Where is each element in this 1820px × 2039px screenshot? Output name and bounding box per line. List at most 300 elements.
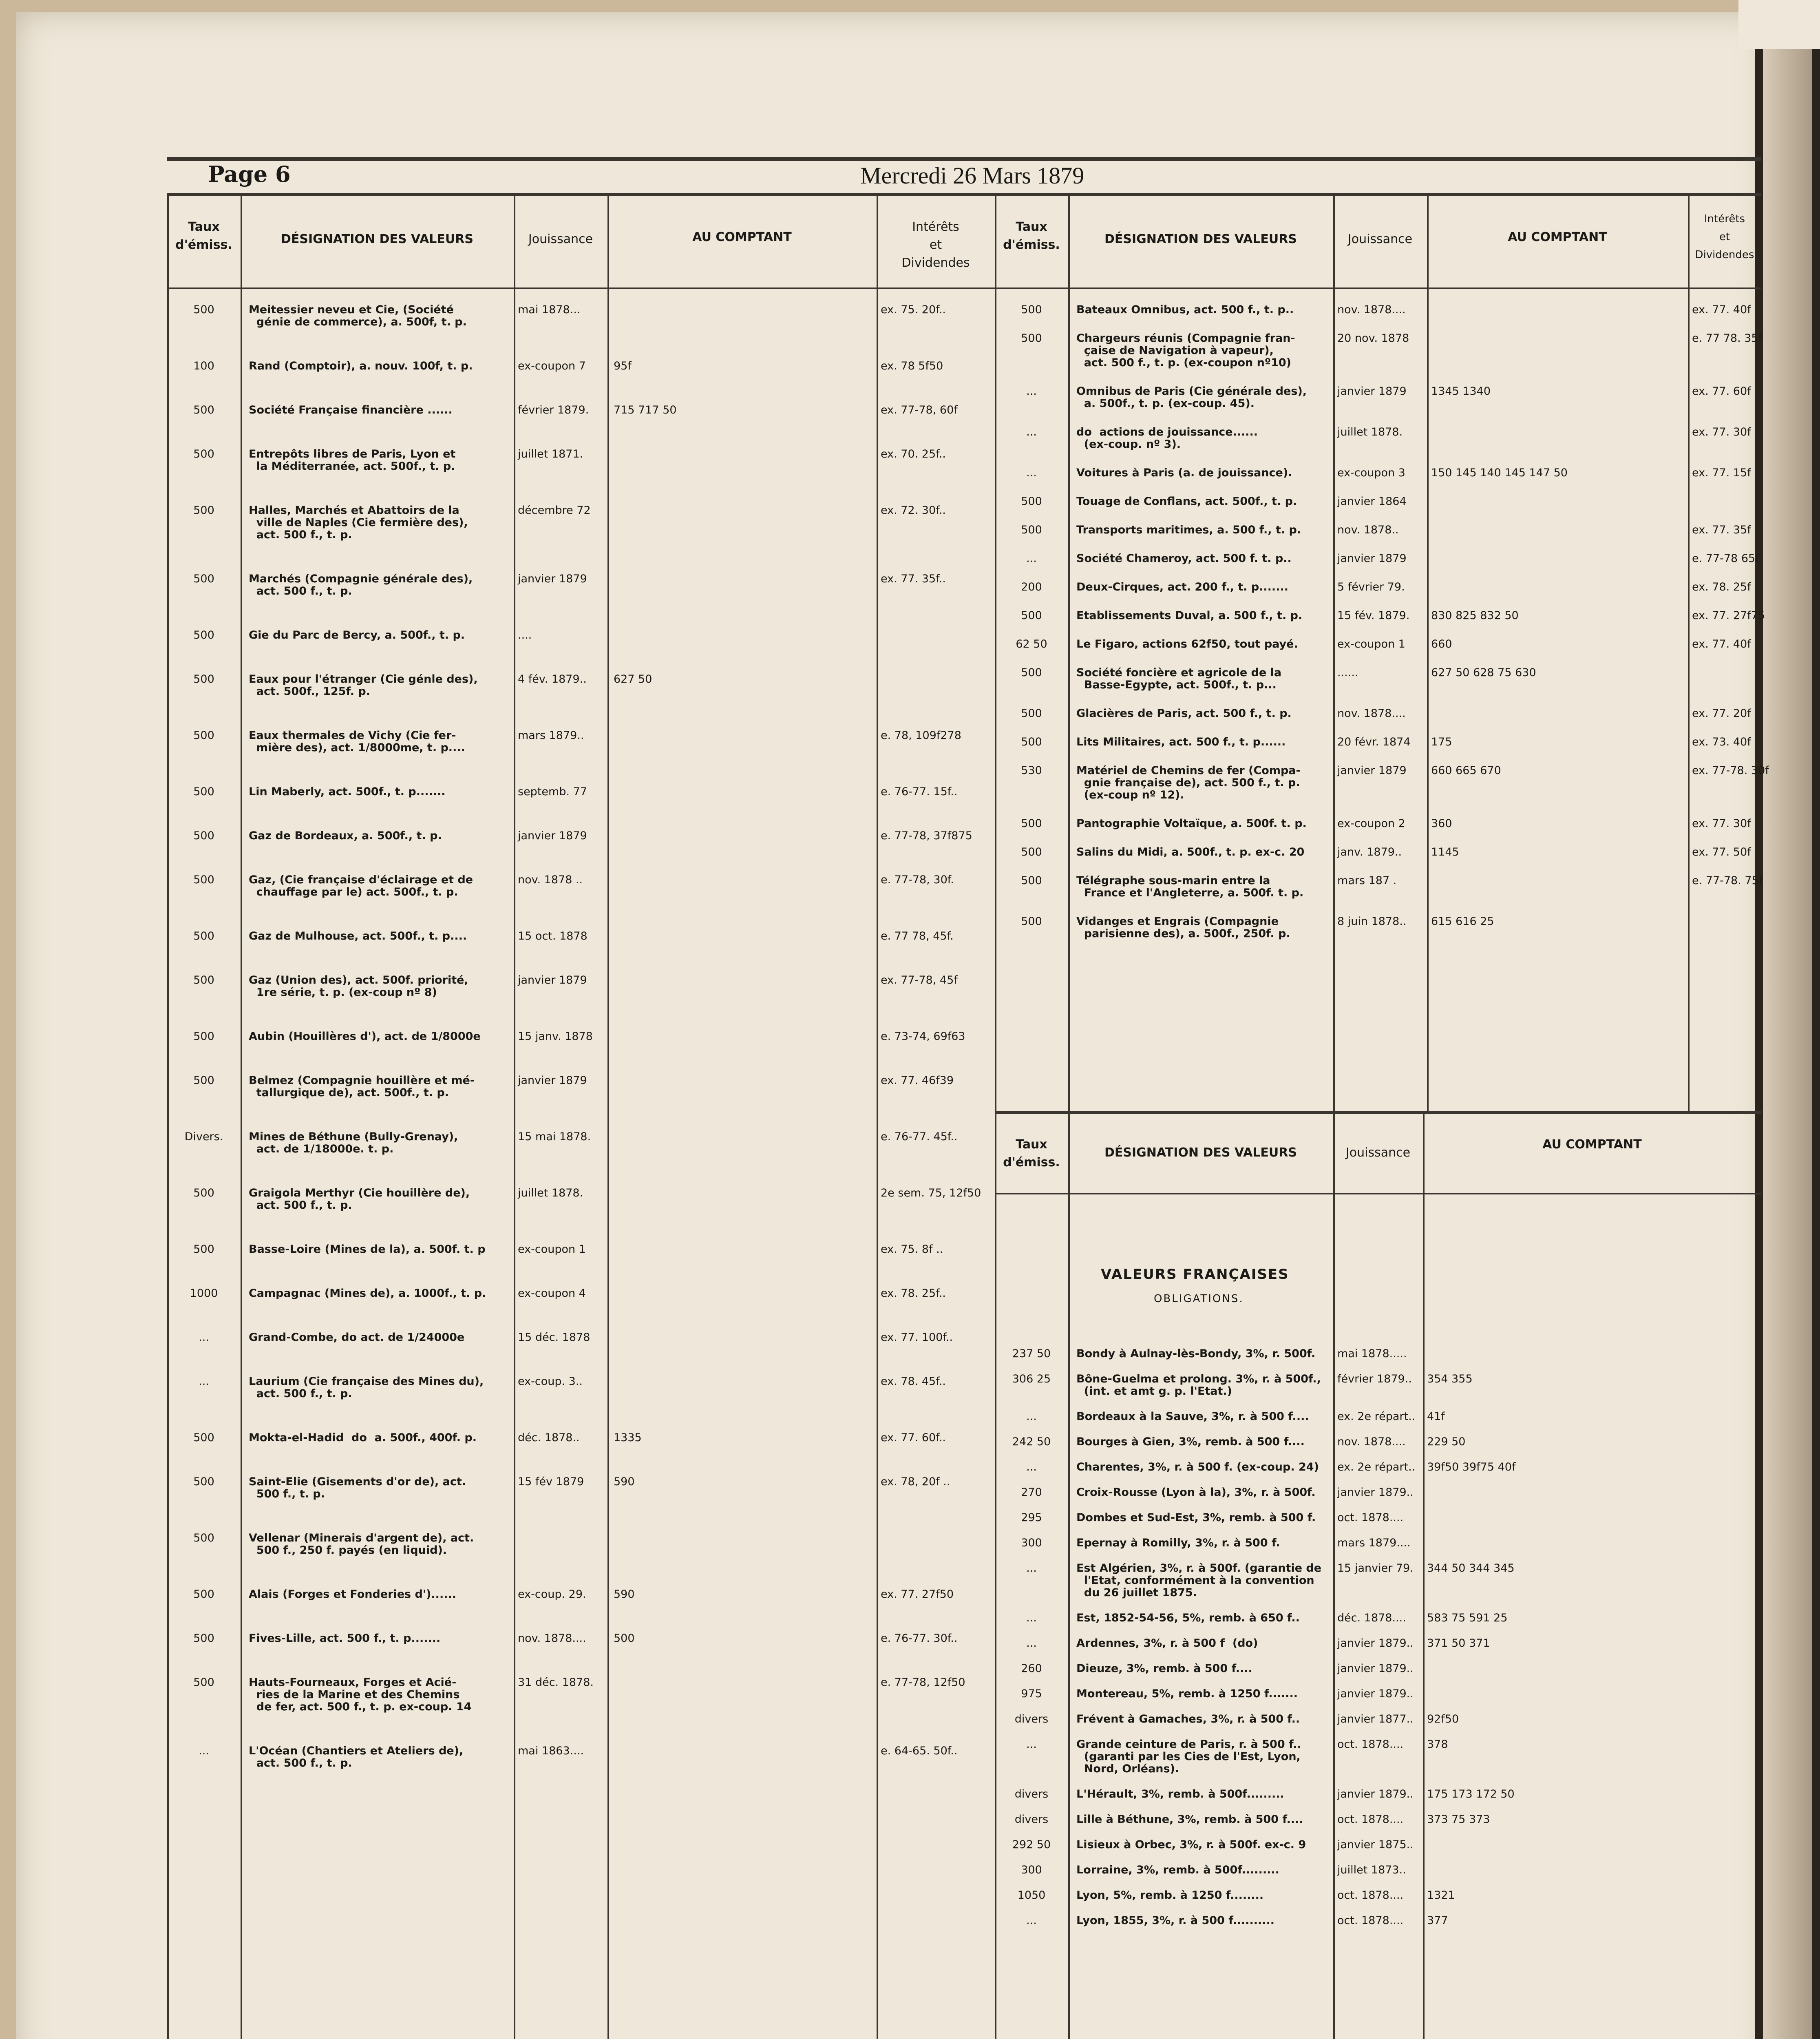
taux-cell: ...	[1026, 1914, 1037, 1927]
jouissance-cell: 20 nov. 1878	[1337, 332, 1409, 345]
price-cell: 354 355	[1427, 1373, 1473, 1385]
designation-cell: Meitessier neveu et Cie, (Société génie de commerce), a. 500f, t. p.	[249, 303, 467, 328]
jouissance-cell: 15 fév 1879	[518, 1475, 584, 1488]
jouissance-cell: février 1879.	[518, 404, 589, 416]
jouissance-cell: mars 1879..	[518, 729, 584, 742]
taux-cell: 500	[193, 1074, 214, 1087]
taux-cell: 300	[1021, 1537, 1042, 1549]
jouissance-cell: janvier 1879	[518, 1074, 587, 1087]
designation-cell: Lille à Béthune, 3%, remb. à 500 f....	[1076, 1813, 1303, 1826]
designation-cell: Omnibus de Paris (Cie générale des), a. 500f., t. p. (ex-coup. 45).	[1076, 385, 1307, 410]
designation-cell: Télégraphe sous-marin entre la France et l'Angleterre, a. 500f. t. p.	[1076, 874, 1304, 899]
jouissance-cell: ex. 2e répart..	[1337, 1410, 1416, 1423]
jouissance-cell: ex-coupon 2	[1337, 817, 1405, 830]
jouissance-cell: janvier 1879..	[1337, 1662, 1414, 1675]
col-jouissance-bottom: Jouissance	[1345, 1146, 1411, 1160]
taux-cell: 500	[193, 930, 214, 942]
jouissance-cell: ex. 2e répart..	[1337, 1461, 1416, 1473]
taux-cell: 500	[193, 829, 214, 842]
taux-cell: Divers.	[184, 1130, 223, 1143]
price-cell: 1145	[1431, 846, 1459, 858]
jouissance-cell: janvier 1879	[1337, 764, 1407, 777]
price-cell: 229 50	[1427, 1435, 1466, 1448]
designation-cell: Ardennes, 3%, r. à 500 f (do)	[1076, 1637, 1258, 1650]
jouissance-cell: janvier 1879	[518, 573, 587, 585]
designation-cell: Laurium (Cie française des Mines du), act. 500 f., t. p.	[249, 1375, 484, 1400]
jouissance-cell: ......	[1337, 666, 1358, 679]
designation-cell: Saint-Elie (Gisements d'or de), act. 500 f., t. p.	[249, 1475, 466, 1500]
dividend-cell: ex. 77. 30f	[1692, 426, 1751, 438]
price-cell: 92f50	[1427, 1713, 1459, 1725]
taux-cell: 500	[193, 1030, 214, 1043]
designation-cell: Est Algérien, 3%, r. à 500f. (garantie de l'Etat, conformément à la convention du 26 juillet 1875.	[1076, 1562, 1322, 1599]
designation-cell: Hauts-Fourneaux, Forges et Acié- ries de la Marine et des Chemins de fer, act. 500 f., t. p. ex-coup. 14	[249, 1676, 472, 1713]
taux-cell: ...	[1026, 1461, 1037, 1473]
designation-cell: Gaz de Mulhouse, act. 500f., t. p....	[249, 930, 467, 942]
jouissance-cell: déc. 1878....	[1337, 1612, 1406, 1624]
dividend-cell: ex. 77. 60f..	[881, 1431, 946, 1444]
taux-cell: 500	[193, 1243, 214, 1256]
taux-cell: 100	[193, 360, 214, 372]
col-taux-right: Taux d'émiss.	[1003, 220, 1060, 252]
designation-cell: Matériel de Chemins de fer (Compa- gnie française de), act. 500 f., t. p. (ex-coup nº 12).	[1076, 764, 1301, 801]
jouissance-cell: ex-coup. 29.	[518, 1588, 586, 1601]
jouissance-cell: mai 1878.....	[1337, 1347, 1407, 1360]
taux-cell: 62 50	[1016, 638, 1047, 650]
col-comptant: AU COMPTANT	[692, 230, 792, 244]
price-cell: 175 173 172 50	[1427, 1788, 1515, 1800]
dividend-cell: e. 77-78, 30f.	[881, 874, 954, 886]
jouissance-cell: mars 187 .	[1337, 874, 1397, 887]
designation-cell: Société Française financière ......	[249, 404, 453, 416]
designation-cell: Grand-Combe, do act. de 1/24000e	[249, 1331, 465, 1344]
taux-cell: 306 25	[1012, 1373, 1051, 1385]
dividend-cell: ex. 77. 35f	[1692, 524, 1751, 536]
price-cell: 830 825 832 50	[1431, 609, 1519, 622]
taux-cell: ...	[1026, 1410, 1037, 1423]
dividend-cell: e. 77-78 65f	[1692, 552, 1759, 565]
jouissance-cell: mars 1879....	[1337, 1537, 1411, 1549]
jouissance-cell: mai 1878...	[518, 303, 581, 316]
dividend-cell: e. 77-78, 37f875	[881, 829, 972, 842]
designation-cell: Dieuze, 3%, remb. à 500 f....	[1076, 1662, 1252, 1675]
taux-cell: 500	[193, 1588, 214, 1601]
dividend-cell: ex. 77. 27f75	[1692, 609, 1765, 622]
designation-cell: Transports maritimes, a. 500 f., t. p.	[1076, 524, 1301, 536]
taux-cell: 500	[1021, 495, 1042, 508]
section-title: VALEURS FRANÇAISES	[1101, 1266, 1289, 1283]
designation-cell: Gaz (Union des), act. 500f. priorité, 1re série, t. p. (ex-coup nº 8)	[249, 974, 468, 999]
price-cell: 1321	[1427, 1889, 1455, 1902]
dividend-cell: ex. 77. 46f39	[881, 1074, 954, 1087]
designation-cell: Eaux thermales de Vichy (Cie fer- mière des), act. 1/8000me, t. p....	[249, 729, 465, 754]
dividend-cell: ex. 77. 50f	[1692, 846, 1751, 858]
price-cell: 344 50 344 345	[1427, 1562, 1515, 1575]
price-cell: 150 145 140 145 147 50	[1431, 467, 1568, 479]
taux-cell: 270	[1021, 1486, 1042, 1499]
designation-cell: Vellenar (Minerais d'argent de), act. 500 f., 250 f. payés (en liquid).	[249, 1532, 474, 1557]
taux-cell: ...	[1026, 1738, 1037, 1751]
section-subtitle: OBLIGATIONS.	[1154, 1293, 1244, 1305]
taux-cell: 500	[1021, 303, 1042, 316]
taux-cell: 500	[193, 1187, 214, 1199]
designation-cell: Belmez (Compagnie houillère et mé- tallurgique de), act. 500f., t. p.	[249, 1074, 475, 1099]
taux-cell: ...	[1026, 385, 1037, 398]
price-cell: 1345 1340	[1431, 385, 1491, 398]
dividend-cell: ex. 70. 25f..	[881, 448, 946, 460]
dividend-cell: ex. 77-78, 45f	[881, 974, 958, 986]
dividend-cell: ex. 77. 100f..	[881, 1331, 953, 1344]
dividend-cell: ex. 77-78. 30f	[1692, 764, 1769, 777]
designation-cell: Mines de Béthune (Bully-Grenay), act. de 1/18000e. t. p.	[249, 1130, 458, 1155]
designation-cell: Lorraine, 3%, remb. à 500f.........	[1076, 1864, 1279, 1876]
price-cell: 39f50 39f75 40f	[1427, 1461, 1516, 1473]
dividend-cell: ex. 77-78, 60f	[881, 404, 958, 416]
dividend-cell: e. 78, 109f278	[881, 729, 961, 742]
dividend-cell: 2e sem. 75, 12f50	[881, 1187, 981, 1199]
designation-cell: Lits Militaires, act. 500 f., t. p......	[1076, 736, 1286, 748]
jouissance-cell: 5 février 79.	[1337, 581, 1405, 593]
price-cell: 627 50	[614, 673, 652, 686]
dividend-cell: ex. 77. 35f..	[881, 573, 946, 585]
designation-cell: Lin Maberly, act. 500f., t. p.......	[249, 785, 446, 798]
taux-cell: ...	[1026, 1562, 1037, 1575]
dividend-cell: e. 76-77. 15f..	[881, 785, 958, 798]
col-taux-bottom: Taux d'émiss.	[1003, 1137, 1060, 1170]
header-rule	[167, 193, 1761, 196]
designation-cell: Basse-Loire (Mines de la), a. 500f. t. p	[249, 1243, 486, 1256]
jouissance-cell: nov. 1878 ..	[518, 874, 583, 886]
jouissance-cell: ex-coup. 3..	[518, 1375, 583, 1388]
jouissance-cell: 15 fév. 1879.	[1337, 609, 1410, 622]
designation-cell: Eaux pour l'étranger (Cie génle des), act. 500f., 125f. p.	[249, 673, 478, 698]
taux-cell: 500	[193, 1676, 214, 1689]
taux-cell: ...	[1026, 1612, 1037, 1624]
jouissance-cell: janvier 1875..	[1337, 1838, 1414, 1851]
designation-cell: Bône-Guelma et prolong. 3%, r. à 500f., (int. et amt g. p. l'Etat.)	[1076, 1373, 1321, 1398]
taux-cell: 500	[1021, 846, 1042, 858]
taux-cell: 500	[1021, 915, 1042, 928]
jouissance-cell: février 1879..	[1337, 1373, 1412, 1385]
col-jouissance-right: Jouissance	[1347, 232, 1413, 246]
price-cell: 371 50 371	[1427, 1637, 1490, 1650]
taux-cell: 975	[1021, 1687, 1042, 1700]
jouissance-cell: 31 déc. 1878.	[518, 1676, 594, 1689]
dividend-cell: ex. 77. 15f	[1692, 467, 1751, 479]
jouissance-cell: septemb. 77	[518, 785, 587, 798]
designation-cell: Bordeaux à la Sauve, 3%, r. à 500 f....	[1076, 1410, 1309, 1423]
taux-cell: 500	[193, 573, 214, 585]
taux-cell: 500	[1021, 666, 1042, 679]
designation-cell: Bondy à Aulnay-lès-Bondy, 3%, r. 500f.	[1076, 1347, 1316, 1360]
designation-cell: Deux-Cirques, act. 200 f., t. p.......	[1076, 581, 1288, 593]
taux-cell: 500	[193, 785, 214, 798]
jouissance-cell: janvier 1879	[518, 974, 587, 986]
taux-cell: 500	[1021, 332, 1042, 345]
jouissance-cell: juillet 1878.	[518, 1187, 583, 1199]
taux-cell: 1050	[1017, 1889, 1046, 1902]
price-cell: 590	[614, 1475, 635, 1488]
designation-cell: Halles, Marchés et Abattoirs de la ville de Naples (Cie fermière des), act. 500 f., t. p.	[249, 504, 468, 541]
designation-cell: Aubin (Houillères d'), act. de 1/8000e	[249, 1030, 481, 1043]
taux-cell: 260	[1021, 1662, 1042, 1675]
designation-cell: Le Figaro, actions 62f50, tout payé.	[1076, 638, 1298, 650]
jouissance-cell: déc. 1878..	[518, 1431, 580, 1444]
taux-cell: ...	[1026, 1637, 1037, 1650]
price-cell: 360	[1431, 817, 1452, 830]
jouissance-cell: juillet 1871.	[518, 448, 583, 460]
jouissance-cell: nov. 1878....	[1337, 707, 1406, 720]
taux-cell: 242 50	[1012, 1435, 1051, 1448]
taux-cell: 500	[1021, 817, 1042, 830]
taux-cell: 200	[1021, 581, 1042, 593]
designation-cell: Entrepôts libres de Paris, Lyon et la Méditerranée, act. 500f., t. p.	[249, 448, 456, 473]
taux-cell: 500	[193, 504, 214, 517]
designation-cell: Vidanges et Engrais (Compagnie parisienne des), a. 500f., 250f. p.	[1076, 915, 1290, 940]
jouissance-cell: janvier 1879..	[1337, 1637, 1414, 1650]
designation-cell: Bourges à Gien, 3%, remb. à 500 f....	[1076, 1435, 1305, 1448]
designation-cell: Rand (Comptoir), a. nouv. 100f, t. p.	[249, 360, 473, 372]
dividend-cell: ex. 75. 20f..	[881, 303, 946, 316]
taux-cell: divers	[1014, 1813, 1049, 1826]
jouissance-cell: 20 févr. 1874	[1337, 736, 1411, 748]
designation-cell: Gaz, (Cie française d'éclairage et de chauffage par le) act. 500f., t. p.	[249, 874, 473, 898]
col-comptant-right: AU COMPTANT	[1508, 230, 1607, 244]
bottom-section-rule	[995, 1111, 1761, 1114]
jouissance-cell: 4 fév. 1879..	[518, 673, 587, 686]
taux-cell: 500	[193, 874, 214, 886]
col-comptant-bottom: AU COMPTANT	[1542, 1137, 1642, 1152]
jouissance-cell: ....	[518, 629, 532, 641]
page-date: Mercredi 26 Mars 1879	[860, 162, 1084, 189]
dividend-cell: e. 76-77. 45f..	[881, 1130, 958, 1143]
jouissance-cell: juillet 1873..	[1337, 1864, 1406, 1876]
jouissance-cell: nov. 1878..	[1337, 524, 1399, 536]
col-dividendes: Intérêts et Dividendes	[901, 220, 970, 270]
jouissance-cell: nov. 1878....	[518, 1632, 586, 1645]
jouissance-cell: nov. 1878....	[1337, 303, 1406, 316]
designation-cell: Grande ceinture de Paris, r. à 500 f.. (garanti par les Cies de l'Est, Lyon, Nord, Orléans).	[1076, 1738, 1301, 1775]
jouissance-cell: juillet 1878.	[1337, 426, 1403, 438]
designation-cell: Mokta-el-Hadid do a. 500f., 400f. p.	[249, 1431, 477, 1444]
jouissance-cell: mai 1863....	[518, 1745, 584, 1757]
designation-cell: L'Hérault, 3%, remb. à 500f.........	[1076, 1788, 1284, 1800]
bottom-listings	[995, 1348, 1761, 2039]
designation-cell: Epernay à Romilly, 3%, r. à 500 f.	[1076, 1537, 1280, 1549]
taux-cell: 500	[193, 303, 214, 316]
taux-cell: 300	[1021, 1864, 1042, 1876]
col-taux: Taux d'émiss.	[175, 220, 232, 252]
designation-cell: Chargeurs réunis (Compagnie fran- çaise de Navigation à vapeur), act. 500 f., t. p. (ex-coupon nº10)	[1076, 332, 1295, 369]
taux-cell: 500	[193, 404, 214, 416]
col-designation-right: DÉSIGNATION DES VALEURS	[1104, 232, 1297, 246]
price-cell: 660	[1431, 638, 1452, 650]
col-dividendes-right: Intérêts et Dividendes	[1695, 213, 1754, 261]
page-corner	[1738, 0, 1820, 49]
price-cell: 583 75 591 25	[1427, 1612, 1508, 1624]
taux-cell: 292 50	[1012, 1838, 1051, 1851]
price-cell: 373 75 373	[1427, 1813, 1490, 1826]
jouissance-cell: janvier 1864	[1337, 495, 1407, 508]
price-cell: 660 665 670	[1431, 764, 1501, 777]
designation-cell: Etablissements Duval, a. 500 f., t. p.	[1076, 609, 1303, 622]
designation-cell: Gie du Parc de Bercy, a. 500f., t. p.	[249, 629, 465, 641]
dividend-cell: ex. 77. 27f50	[881, 1588, 954, 1601]
jouissance-cell: ex-coupon 7	[518, 360, 586, 372]
taux-cell: ...	[1026, 552, 1037, 565]
taux-cell: 500	[193, 1431, 214, 1444]
jouissance-cell: oct. 1878....	[1337, 1914, 1404, 1927]
bottom-colhead-rule	[995, 1193, 1761, 1194]
price-cell: 590	[614, 1588, 635, 1601]
jouissance-cell: 15 déc. 1878	[518, 1331, 590, 1344]
jouissance-cell: 15 janv. 1878	[518, 1030, 593, 1043]
jouissance-cell: 15 mai 1878.	[518, 1130, 591, 1143]
taux-cell: 500	[1021, 736, 1042, 748]
designation-cell: Charentes, 3%, r. à 500 f. (ex-coup. 24)	[1076, 1461, 1319, 1473]
taux-cell: 500	[1021, 609, 1042, 622]
designation-cell: Lyon, 5%, remb. à 1250 f........	[1076, 1889, 1264, 1902]
col-designation: DÉSIGNATION DES VALEURS	[281, 232, 473, 246]
jouissance-cell: ex-coupon 1	[518, 1243, 586, 1256]
taux-cell: ...	[199, 1375, 209, 1388]
right-listings	[995, 303, 1769, 1107]
dividend-cell: e. 77 78, 45f.	[881, 930, 954, 942]
designation-cell: Campagnac (Mines de), a. 1000f., t. p.	[249, 1287, 486, 1300]
designation-cell: Croix-Rousse (Lyon à la), 3%, r. à 500f.	[1076, 1486, 1316, 1499]
dividend-cell: ex. 78 5f50	[881, 360, 943, 372]
designation-cell: Voitures à Paris (a. de jouissance).	[1076, 467, 1292, 479]
taux-cell: divers	[1014, 1713, 1049, 1725]
dividend-cell: ex. 73. 40f	[1692, 736, 1751, 748]
taux-cell: ...	[199, 1331, 209, 1344]
dividend-cell: ex. 77. 20f	[1692, 707, 1751, 720]
designation-cell: Gaz de Bordeaux, a. 500f., t. p.	[249, 829, 442, 842]
jouissance-cell: ex-coupon 3	[1337, 467, 1405, 479]
taux-cell: 500	[1021, 707, 1042, 720]
taux-cell: 1000	[190, 1287, 218, 1300]
dividend-cell: e. 77-78. 75f	[1692, 874, 1763, 887]
jouissance-cell: nov. 1878....	[1337, 1435, 1406, 1448]
price-cell: 627 50 628 75 630	[1431, 666, 1536, 679]
price-cell: 615 616 25	[1431, 915, 1494, 928]
designation-cell: Pantographie Voltaïque, a. 500f. t. p.	[1076, 817, 1307, 830]
jouissance-cell: janvier 1879..	[1337, 1687, 1414, 1700]
taux-cell: 530	[1021, 764, 1042, 777]
taux-cell: divers	[1014, 1788, 1049, 1800]
designation-cell: Graigola Merthyr (Cie houillère de), act. 500 f., t. p.	[249, 1187, 470, 1212]
dividend-cell: ex. 77. 30f	[1692, 817, 1751, 830]
price-cell: 41f	[1427, 1410, 1445, 1423]
taux-cell: 500	[1021, 524, 1042, 536]
jouissance-cell: janvier 1879	[1337, 385, 1407, 398]
jouissance-cell: janv. 1879..	[1337, 846, 1402, 858]
dividend-cell: ex. 77. 40f	[1692, 638, 1751, 650]
taux-cell: 295	[1021, 1511, 1042, 1524]
taux-cell: 500	[1021, 874, 1042, 887]
designation-cell: Lyon, 1855, 3%, r. à 500 f..........	[1076, 1914, 1275, 1927]
price-cell: 95f	[614, 360, 632, 372]
designation-cell: Bateaux Omnibus, act. 500 f., t. p..	[1076, 303, 1294, 316]
dividend-cell: ex. 75. 8f ..	[881, 1243, 943, 1256]
price-cell: 1335	[614, 1431, 642, 1444]
taux-cell: ...	[199, 1745, 209, 1757]
top-rule	[167, 157, 1761, 161]
taux-cell: ...	[1026, 467, 1037, 479]
dividend-cell: e. 73-74, 69f63	[881, 1030, 965, 1043]
price-cell: 175	[1431, 736, 1452, 748]
price-cell: 500	[614, 1632, 635, 1645]
jouissance-cell: janvier 1877..	[1337, 1713, 1414, 1725]
jouissance-cell: décembre 72	[518, 504, 591, 517]
taux-cell: 500	[193, 1532, 214, 1544]
designation-cell: Dombes et Sud-Est, 3%, remb. à 500 f.	[1076, 1511, 1316, 1524]
price-cell: 715 717 50	[614, 404, 677, 416]
price-cell: 377	[1427, 1914, 1448, 1927]
book-binding-edge	[1755, 0, 1820, 2039]
dividend-cell: e. 77 78. 35f	[1692, 332, 1763, 345]
dividend-cell: ex. 78. 25f	[1692, 581, 1751, 593]
taux-cell: 500	[193, 974, 214, 986]
designation-cell: Glacières de Paris, act. 500 f., t. p.	[1076, 707, 1292, 720]
designation-cell: Société foncière et agricole de la Basse-Egypte, act. 500f., t. p...	[1076, 666, 1282, 691]
taux-cell: 500	[193, 729, 214, 742]
jouissance-cell: oct. 1878....	[1337, 1813, 1404, 1826]
price-cell: 378	[1427, 1738, 1448, 1751]
jouissance-cell: oct. 1878....	[1337, 1511, 1404, 1524]
jouissance-cell: 15 janvier 79.	[1337, 1562, 1414, 1575]
taux-cell: 500	[193, 629, 214, 641]
page-number: Page 6	[208, 161, 291, 187]
dividend-cell: ex. 77. 40f	[1692, 303, 1751, 316]
dividend-cell: ex. 77. 60f	[1692, 385, 1751, 398]
left-listings	[167, 304, 995, 2039]
listing-table	[167, 157, 1769, 2039]
designation-cell: Fives-Lille, act. 500 f., t. p.......	[249, 1632, 441, 1645]
dividend-cell: ex. 72. 30f..	[881, 504, 946, 517]
jouissance-cell: janvier 1879	[1337, 552, 1407, 565]
designation-cell: Alais (Forges et Fonderies d')......	[249, 1588, 456, 1601]
designation-cell: Est, 1852-54-56, 5%, remb. à 650 f..	[1076, 1612, 1300, 1624]
colhead-rule	[167, 287, 1761, 289]
designation-cell: Lisieux à Orbec, 3%, r. à 500f. ex-c. 9	[1076, 1838, 1306, 1851]
designation-cell: Société Chameroy, act. 500 f. t. p..	[1076, 552, 1292, 565]
taux-cell: 500	[193, 448, 214, 460]
taux-cell: 500	[193, 1632, 214, 1645]
jouissance-cell: oct. 1878....	[1337, 1738, 1404, 1751]
jouissance-cell: ex-coupon 4	[518, 1287, 586, 1300]
jouissance-cell: janvier 1879..	[1337, 1788, 1414, 1800]
designation-cell: do actions de jouissance...... (ex-coup. nº 3).	[1076, 426, 1258, 451]
designation-cell: Salins du Midi, a. 500f., t. p. ex-c. 20	[1076, 846, 1305, 858]
col-designation-bottom: DÉSIGNATION DES VALEURS	[1104, 1146, 1297, 1160]
jouissance-cell: oct. 1878....	[1337, 1889, 1404, 1902]
designation-cell: Marchés (Compagnie générale des), act. 500 f., t. p.	[249, 573, 473, 597]
jouissance-cell: 8 juin 1878..	[1337, 915, 1407, 928]
taux-cell: 237 50	[1012, 1347, 1051, 1360]
jouissance-cell: janvier 1879..	[1337, 1486, 1414, 1499]
dividend-cell: e. 64-65. 50f..	[881, 1745, 958, 1757]
dividend-cell: ex. 78, 20f ..	[881, 1475, 950, 1488]
designation-cell: Touage de Conflans, act. 500f., t. p.	[1076, 495, 1297, 508]
designation-cell: Frévent à Gamaches, 3%, r. à 500 f..	[1076, 1713, 1300, 1725]
designation-cell: Montereau, 5%, remb. à 1250 f.......	[1076, 1687, 1298, 1700]
taux-cell: 500	[193, 1475, 214, 1488]
designation-cell: L'Océan (Chantiers et Ateliers de), act. 500 f., t. p.	[249, 1745, 464, 1769]
jouissance-cell: 15 oct. 1878	[518, 930, 588, 942]
dividend-cell: ex. 78. 45f..	[881, 1375, 946, 1388]
taux-cell: 500	[193, 673, 214, 686]
